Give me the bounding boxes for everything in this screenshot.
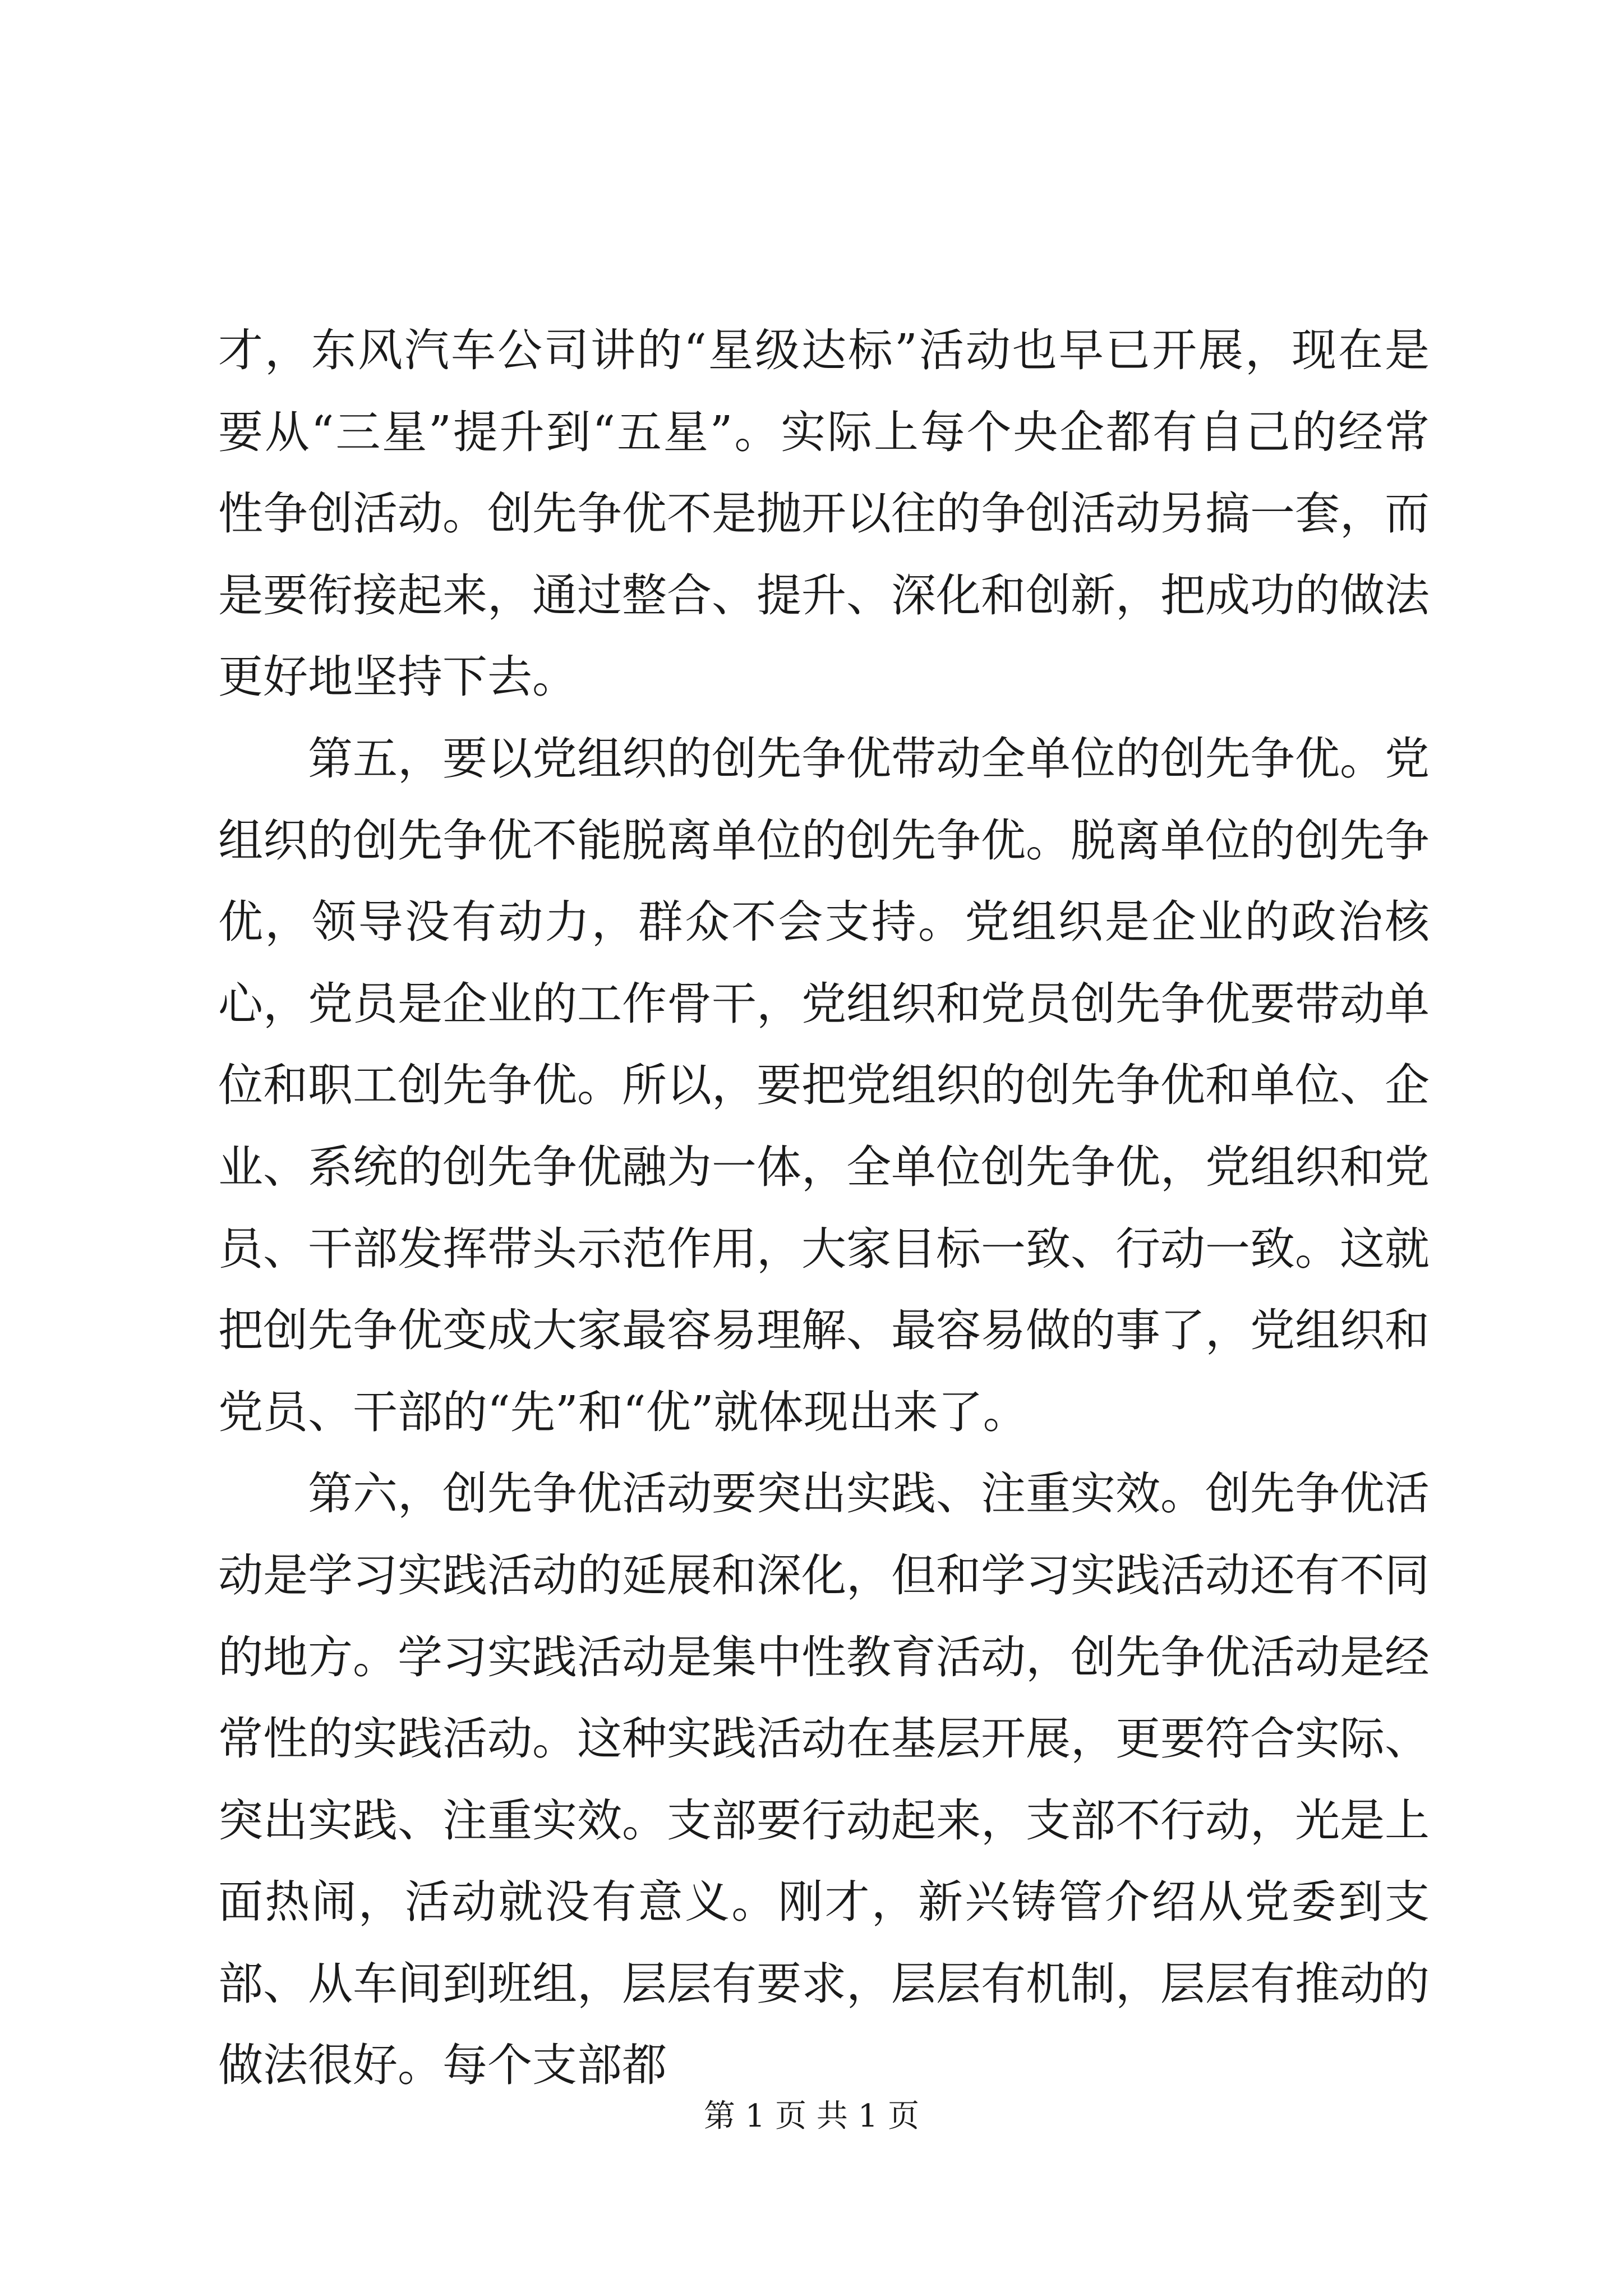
paragraph-continuation: 才，东风汽车公司讲的“星级达标”活动也早已开展，现在是要从“三星”提升到“五星”。实际上每个央企都有自己的经常性争创活动。创先争优不是抛开以往的争创活动另搞一套，而是要衔接起来，通过整合、提升、深化和创新，把成功的做法更好地坚持下去。 [218, 324, 1430, 703]
document-body [218, 310, 1430, 2106]
paragraph-fifth-point: 第五，要以党组织的创先争优带动全单位的创先争优。党组织的创先争优不能脱离单位的创先争优。脱离单位的创先争优，领导没有动力，群众不会支持。党组织是企业的政治核心，党员是企业的工作骨干，党组织和党员创先争优要带动单位和职工创先争优。所以，要把党组织的创先争优和单位、企业、系统的创先争优融为一体，全单位创先争优，党组织和党员、干部发挥带头示范作用，大家目标一致、行动一致。这就把创先争优变成大家最容易理解、最容易做的事了，党组织和党员、干部的“先”和“优”就体现出来了。 [218, 732, 1430, 1438]
page-number-footer: 第 1 页 共 1 页 [703, 2098, 920, 2134]
paragraph-sixth-point: 第六，创先争优活动要突出实践、注重实效。创先争优活动是学习实践活动的延展和深化，但和学习实践活动还有不同的地方。学习实践活动是集中性教育活动，创先争优活动是经常性的实践活动。这种实践活动在基层开展，更要符合实际、突出实践、注重实效。支部要行动起来，支部不行动，光是上面热闹，活动就没有意义。刚才，新兴铸管介绍从党委到支部、从车间到班组，层层有要求，层层有机制，层层有推动的做法很好。每个支部都 [218, 1467, 1430, 2092]
